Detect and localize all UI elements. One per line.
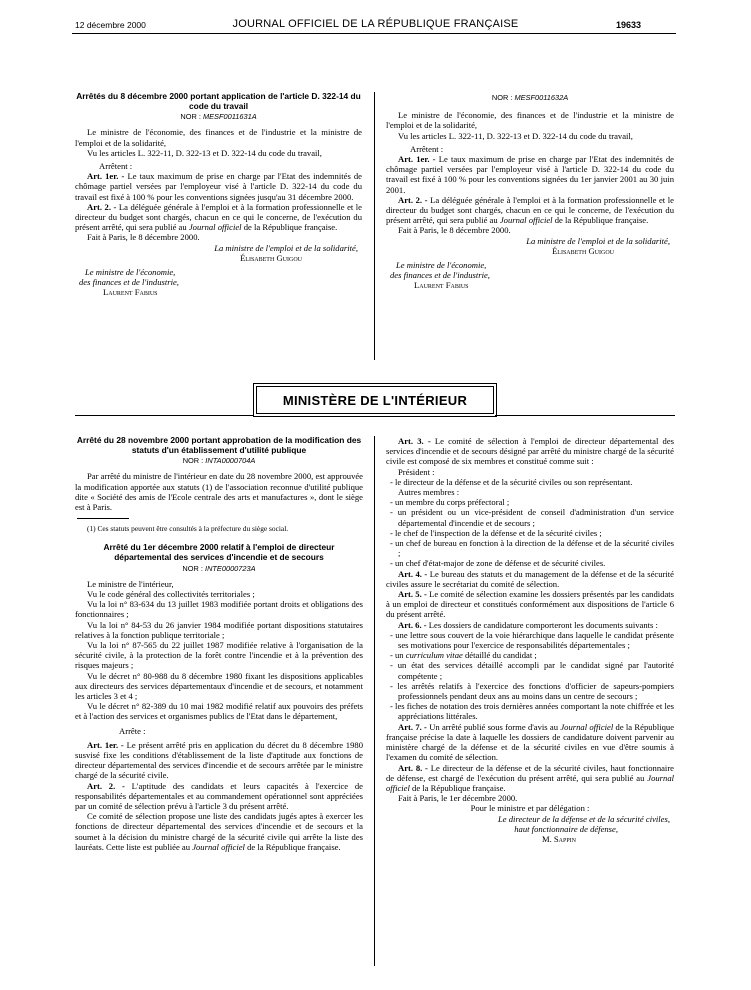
column-divider-top: [374, 92, 375, 360]
decree-arretent: Arrêtent :: [99, 161, 133, 171]
list-item: - un membre du corps préfectoral ;: [390, 497, 510, 508]
decree-vu: Vu la loi n° 83-634 du 13 juillet 1983 modifiée portant droits et obligations des fonctionnaires ;: [75, 599, 363, 620]
decree-vu: Vu la loi n° 84-53 du 26 janvier 1984 modifiée portant dispositions statutaires relatives à la fonction publique territoriale ;: [75, 619, 363, 640]
section-rule-right: [495, 415, 675, 416]
list-item: - un état des services détaillé accompli par le candidat signé par l'autorité compétente ;: [390, 660, 674, 681]
page-header: [0, 0, 751, 40]
decree-title: Arrêté du 1er décembre 2000 relatif à l'emploi de directeur départemental des services d'incendie et de secours: [103, 542, 335, 562]
list-item: - un chef d'état-major de zone de défense et de sécurité civiles.: [390, 558, 606, 569]
article-4: Art. 4. - Le bureau des statuts et du management de la défense et de la sécurité civiles assure le secrétariat du comité de sélection.: [386, 568, 674, 589]
decree-summary: Par arrêté du ministre de l'intérieur en date du 28 novembre 2000, est approuvée la modification apportée aux statuts (1) de l'association reconnue d'utilité publique dite « Société des amis de l'Ecole centrale des arts et manufactures », dont le siège est à Paris.: [75, 471, 363, 512]
decree-arrete: Arrête :: [119, 725, 146, 736]
decree-column-top-left: [75, 92, 362, 298]
page-number: 19633: [615, 20, 641, 30]
signatory-role: La ministre de l'emploi et de la solidarité,: [526, 235, 670, 246]
article-8: Art. 8. - Le directeur de la défense et de la sécurité civiles, haut fonctionnaire de défense, est chargé de l'exécution du présent arrêté, qui sera publié au Journal officiel de la République française.: [386, 762, 674, 793]
decree-vu: Vu le décret n° 82-389 du 10 mai 1982 modifié relatif aux pouvoirs des préfets et à l'action des services et organismes publics de l'Etat dans le département,: [75, 701, 363, 722]
article-2-paragraph: Ce comité de sélection propose une liste des candidats jugés aptes à exercer les fonctions de directeur départemental des services d'incendie et de secours et la soumet à la décision du ministre chargé de la sécurité civile qui arrête la liste des lauréats. Cette liste est publiée au Journal officiel de la République française.: [75, 811, 363, 852]
decree-vu: Vu la loi n° 87-565 du 22 juillet 1987 modifiée relative à l'organisation de la sécurité civile, à la protection de la forêt contre l'incendie et à la prévention des risques majeurs ;: [75, 640, 363, 671]
list-item: - les fiches de notation des trois dernières années comportant la note chiffrée et les appréciations littérales.: [390, 701, 674, 722]
article-2: Art. 2. - La déléguée générale à l'emploi et à la formation professionnelle et le directeur du budget sont chargés, chacun en ce qui le concerne, de l'exécution du présent arrêté, qui sera publié au Journal officiel de la République française.: [386, 194, 674, 226]
decree-arretent: Arrêtent :: [410, 143, 444, 154]
cosignatory-role-2: des finances et de l'industrie,: [79, 277, 179, 288]
decree-title: Arrêtés du 8 décembre 2000 portant application de l'article D. 322-14 du code du travail: [76, 91, 361, 111]
done-at: Fait à Paris, le 8 décembre 2000.: [87, 232, 200, 243]
list-item: - un chef de bureau en fonction à la direction de la défense et de la sécurité civiles ;: [390, 538, 674, 559]
list-item: - un curriculum vitae détaillé du candidat ;: [390, 650, 537, 661]
signatory-role: La ministre de l'emploi et de la solidarité,: [214, 242, 358, 253]
article-2: Art. 2. - L'aptitude des candidats et leurs capacités à l'exercice de responsabilités départementales et au commandement opérationnel sont appréciées par un comité de sélection prévu à l'article 3 du présent arrêté.: [75, 780, 364, 812]
cosignatory-role: Le ministre de l'économie,: [396, 260, 487, 271]
done-at: Fait à Paris, le 1er décembre 2000.: [398, 793, 518, 804]
journal-title: JOURNAL OFFICIEL DE LA RÉPUBLIQUE FRANÇAISE: [232, 18, 519, 30]
signatory-role: Le directeur de la défense et de la sécurité civiles,: [498, 813, 670, 824]
article-5: Art. 5. - Le comité de sélection examine les dossiers présentés par les candidats à un emploi de directeur et constitués conformément aux dispositions de l'article 6 du présent arrêté.: [386, 589, 674, 620]
decree-column-bottom-right: [386, 436, 674, 844]
decree-column-bottom-left: [75, 436, 363, 852]
header-rule: [72, 33, 676, 34]
list-item: - le chef de l'inspection de la défense et de la sécurité civiles ;: [390, 527, 602, 538]
article-7: Art. 7. - Un arrêté publié sous forme d'avis au Journal officiel de la République française précise la date à laquelle les dossiers de candidature doivent parvenir au ministère chargé de la défense et de la sécurité civiles en vue d'être soumis à l'examen du comité de sélection.: [386, 721, 675, 763]
decree-minister: Le ministre de l'intérieur,: [87, 578, 174, 589]
article-1: Art. 1er. - Le taux maximum de prise en charge par l'Etat des indemnités de chômage partiel versées par l'employeur visé à l'article D. 322-14 du code du travail est fixé à 100 % pour les conventions signées du 1er janvier 2001 au 30 juin 2001.: [386, 154, 674, 195]
cosignatory-role-2: des finances et de l'industrie,: [390, 270, 490, 281]
cosignatory-role: Le ministre de l'économie,: [85, 267, 176, 278]
done-at: Fait à Paris, le 8 décembre 2000.: [398, 225, 511, 236]
list-item: - un président ou un vice-président de conseil d'administration d'un service départemental d'incendie et de secours ;: [390, 507, 674, 528]
section-rule-left: [75, 415, 253, 416]
list-item: - une lettre sous couvert de la voie hiérarchique dans laquelle le candidat présente ses motivations pour l'exercice de responsabilités départementales ;: [390, 629, 674, 651]
footnote-separator: [77, 518, 129, 519]
column-divider-bottom: [374, 436, 375, 966]
article-2: Art. 2. - La déléguée générale à l'emploi et à la formation professionnelle et le directeur du budget sont chargés, chacun en ce qui le concerne, de l'exécution du présent arrêté, qui sera publié au Journal officiel de la République française.: [75, 201, 362, 233]
nor-reference: NOR : MESF0011632A: [491, 93, 569, 102]
decree-vu: Vu les articles L. 322-11, D. 322-13 et D. 322-14 du code du travail,: [398, 130, 633, 141]
nor-reference: NOR : INTA0000704A: [182, 456, 256, 466]
signatory-role-2: haut fonctionnaire de défense,: [514, 823, 618, 834]
issue-date: 12 décembre 2000: [75, 20, 146, 30]
president-label: Président :: [398, 466, 435, 477]
article-6: Art. 6. - Les dossiers de candidature comporteront les documents suivants :: [398, 619, 658, 630]
decree-intro: Le ministre de l'économie, des finances et de l'industrie et la ministre de l'emploi et de la solidarité,: [75, 127, 362, 148]
delegation-line: Pour le ministre et par délégation :: [470, 803, 590, 814]
decree-vu: Vu le code général des collectivités territoriales ;: [87, 589, 255, 599]
article-1: Art. 1er. - Le présent arrêté pris en application du décret du 8 décembre 1980 susvisé fixe les conditions d'établissement de la liste d'aptitude aux fonctions de directeur départemental des services d'incendie et de secours arrêtée par le ministre chargé de la sécurité civile.: [75, 739, 363, 781]
article-1: Art. 1er. - Le taux maximum de prise en charge par l'Etat des indemnités de chômage partiel versées par l'employeur visé à l'article D. 322-14 du code du travail est fixé à 100 % pour les conventions signées jusqu'au 31 décembre 2000.: [75, 171, 362, 202]
cosignatory-name: Laurent Fabius: [103, 287, 158, 298]
decree-title: Arrêté du 28 novembre 2000 portant approbation de la modification des statuts d'un établissement d'utilité publique: [76, 435, 362, 455]
decree-vu: Vu le décret n° 80-988 du 8 décembre 1980 fixant les dispositions applicables aux directeurs des services départementaux d'incendie et de secours, et notamment les articles 3 et 4 ;: [75, 670, 363, 702]
nor-reference: NOR : INTE0000723A: [182, 563, 256, 573]
footnote: (1) Ces statuts peuvent être consultés à la préfecture du siège social.: [87, 524, 289, 534]
article-3: Art. 3. - Le comité de sélection à l'emploi de directeur départemental des services d'incendie et de secours désigné par arrêté du ministre chargé de la sécurité civile est composé de six membres et constitué comme suit :: [386, 436, 674, 467]
signatory-name: Élisabeth Guigou: [552, 245, 614, 256]
signatory-name: Élisabeth Guigou: [240, 252, 302, 263]
decree-column-top-right: [386, 92, 674, 291]
nor-reference: NOR : MESF0011631A: [180, 112, 257, 122]
signatory-name: M. Sappin: [541, 833, 576, 844]
list-item: - le directeur de la défense et de la sécurité civiles ou son représentant.: [390, 476, 633, 487]
ministry-heading: MINISTÈRE DE L'INTÉRIEUR: [256, 386, 494, 414]
cosignatory-name: Laurent Fabius: [414, 280, 469, 291]
decree-intro: Le ministre de l'économie, des finances et de l'industrie et la ministre de l'emploi et de la solidarité,: [386, 110, 674, 131]
list-item: - les arrêtés relatifs à l'exercice des fonctions d'officier de sapeurs-pompiers professionnels pendant deux ans au moins dans un centre de secours ;: [390, 680, 674, 702]
decree-vu: Vu les articles L. 322-11, D. 322-13 et D. 322-14 du code du travail,: [87, 147, 322, 158]
members-label: Autres membres :: [398, 487, 460, 498]
